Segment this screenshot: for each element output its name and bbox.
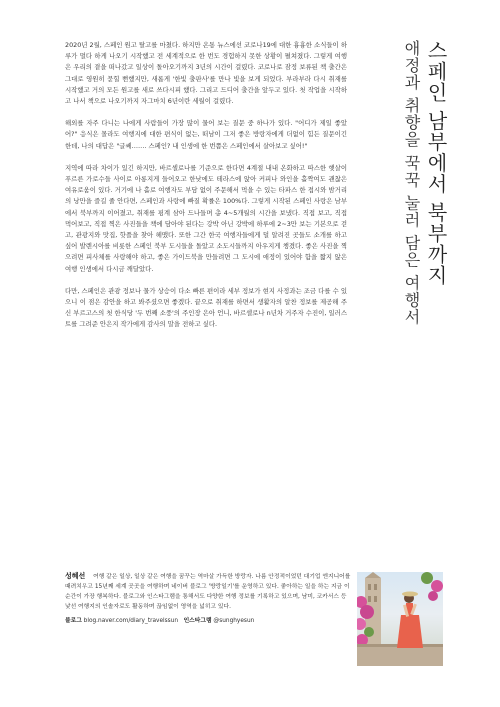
preface-paragraph-2: 해외를 자주 다니는 나에게 사람들이 가장 많이 물어 보는 질문 중 하나가 있다. "어디가 제일 좋았어?" 응식은 몰라도 여행지에 대한 편식이 없는, 떠남이 그저 좋은 방랑자에게 더없이 힘든 질문이긴 한데, 나의 대답은 "글쎄……. 스페인? 내 인생에 한 번쯤은 스페인에서 살아보고 싶어!" <box>65 119 347 150</box>
preface-body <box>65 40 347 342</box>
author-photo-illustration <box>357 572 443 666</box>
author-bio <box>65 571 353 626</box>
preface-paragraph-4: 다만, 스페인은 관광 정보나 물가 상승이 다소 빠른 편이라 세부 정보가 현지 사정과는 조금 다를 수 있으니 이 점은 감안을 하고 봐주셨으면 좋겠다. 끝으로 취재를 하면서 생활자의 알찬 정보를 제공해 주신 부르고스의 첫 한식당 '두 번째 소풍'의 주인장 은아 언니, 바르셀로나 n년차 거주자 수진이, 일러스트를 그려준 안은지 작가에게 감사의 말을 전하고 싶다. <box>65 286 347 329</box>
author-name: 성혜선 <box>65 572 86 580</box>
person-figure <box>397 592 423 649</box>
vertical-title-line2: 애정과 취향을 꾹꾹 눌러 담은 여행서 <box>402 40 421 326</box>
instagram-label: 인스타그램 <box>183 618 212 624</box>
vertical-title-line1: 스페인 남부에서 북부까지 <box>424 40 448 286</box>
instagram-link[interactable]: @sunghyesun <box>213 618 255 624</box>
blog-label: 블로그 <box>65 618 82 624</box>
author-description <box>65 571 353 612</box>
author-bio-text: 여행 같은 일상, 일상 같은 여행을 꿈꾸는 역마살 가득한 방랑자. 나름 안정적이었던 대기업 엔지니어를 때려치우고 15년째 세계 곳곳을 여행하며 네이버 블로그 '방랑일기'를 운영하고 있다. 좋아하는 일을 하는 지금 이 순간이 가장 행복하다. 블로그와 인스타그램을 통해서도 다양한 여행 정보를 기록하고 있으며, 남미, 코카서스 등 낯선 여행지의 인솔자로도 활동하며 끊임없이 영역을 넓히고 있다. <box>65 574 351 610</box>
author-links <box>65 616 353 626</box>
blog-link[interactable]: blog.naver.com/diary_travelssun <box>83 618 179 624</box>
preface-paragraph-3: 지역에 따라 차이가 있긴 하지만, 바르셀로나를 기준으로 한다면 4계절 내내 온화하고 따스한 햇살이 푸르른 가로수들 사이로 아롱지게 들어오고 한낮에도 테라스에 앉아 커피나 와인을 홀짝여도 괜찮은 여유로움이 있다. 거기에 나 홀로 여행자도 부담 없이 주문해서 먹을 수 있는 타파스 한 접시와 밤거리의 낭만을 즐길 줄 안다면, 스페인과 사랑에 빠질 확률은 100%다. 그렇게 시작된 스페인 사랑은 남부에서 북부까지 이어졌고, 취재를 핑계 삼아 드나들며 총 4~5개월의 시간을 보냈다. 직접 보고, 직접 먹어보고, 직접 찍은 사진들을 책에 담아야 된다는 강박 아닌 강박에 하루에 2~3만 보는 기본으로 걷고, 관광지와 맛집, 핫플을 찾아 헤맸다. 또한 그간 한국 여행자들에게 덜 알려진 곳들도 소개를 하고 싶어 발렌시아를 비롯한 스페인 북부 도시들을 돌았고 소도시들까지 아우지게 챙겼다. 좋은 사진을 찍으려면 피사체를 사랑해야 하고, 좋은 가이드북을 만들려면 그 도시에 애정이 있어야 함을 짧지 않은 여행 인생에서 다시금 깨달았다. <box>65 163 347 273</box>
author-photo <box>357 572 443 666</box>
preface-paragraph-1: 2020년 2월, 스페인 원고 탈고를 마쳤다. 하지만 온통 뉴스에선 코로나19에 대한 흉흉한 소식들이 하루가 멀다 하게 나오기 시작했고 전 세계적으로 한 번도 경험하지 못한 상황이 펼쳐졌다. 그렇게 여행은 우리의 곁을 떠나갔고 일상이 돌아오기까지 3년의 시간이 걸렸다. 코로나로 잠정 보류된 책 출간은 그대로 영원히 묻힐 뻔했지만, 새롭게 '한빛 출판사'를 만나 빛을 보게 되었다. 부라부라 다시 취재를 시작했고 거의 모든 원고를 새로 쓰다시피 했다. 그리고 드디어 출간을 앞두고 있다. 첫 작업을 시작하고 나서 책으로 나오기까지 자그마치 6년이란 세월이 걸렸다. <box>65 41 347 106</box>
